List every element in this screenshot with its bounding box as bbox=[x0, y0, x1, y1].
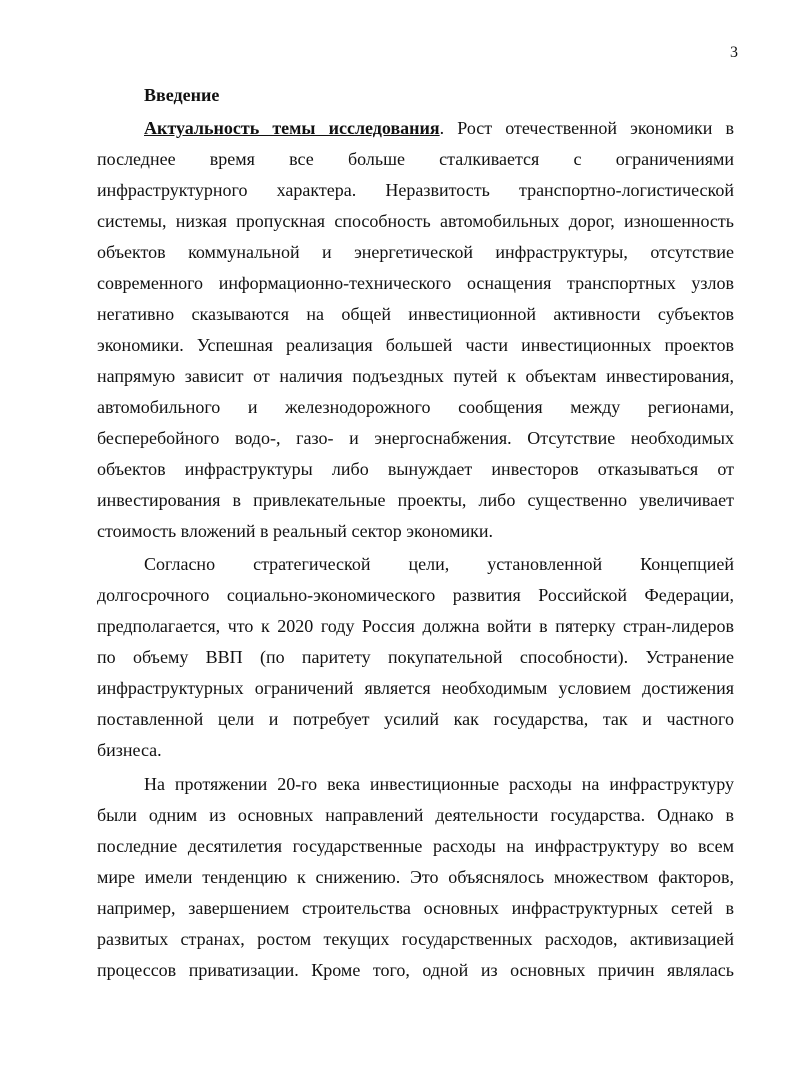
paragraph-line: негативно сказываются на общей инвестиционной активности субъектов bbox=[97, 304, 734, 324]
paragraph-line: долгосрочного социально-экономического развития Российской Федерации, bbox=[97, 585, 734, 605]
paragraph-line: На протяжении 20-го века инвестиционные расходы на инфраструктуру bbox=[144, 774, 734, 794]
page-number: 3 bbox=[730, 44, 738, 61]
paragraph-line: развитых странах, ростом текущих государственных расходов, активизацией bbox=[97, 929, 734, 949]
paragraph-line: инфраструктурных ограничений является необходимым условием достижения bbox=[97, 678, 734, 698]
paragraph-line: автомобильного и железнодорожного сообщения между регионами, bbox=[97, 397, 734, 417]
paragraph-line: напрямую зависит от наличия подъездных путей к объектам инвестирования, bbox=[97, 366, 734, 386]
paragraph-line: системы, низкая пропускная способность автомобильных дорог, изношенность bbox=[97, 211, 734, 231]
paragraph-line: процессов приватизации. Кроме того, одной из основных причин являлась bbox=[97, 960, 734, 980]
paragraph-line: современного информационно-технического оснащения транспортных узлов bbox=[97, 273, 734, 293]
paragraph-line: предполагается, что к 2020 году Россия должна войти в пятерку стран-лидеров bbox=[97, 616, 734, 636]
section-heading: Введение bbox=[144, 85, 220, 105]
paragraph-line: последние десятилетия государственные расходы на инфраструктуру во всем bbox=[97, 836, 734, 856]
paragraph-line: были одним из основных направлений деятельности государства. Однако в bbox=[97, 805, 734, 825]
paragraph-line: объектов инфраструктуры либо вынуждает инвесторов отказываться от bbox=[97, 459, 734, 479]
paragraph-line: последнее время все больше сталкивается с ограничениями bbox=[97, 149, 734, 169]
paragraph-line: стоимость вложений в реальный сектор экономики. bbox=[97, 521, 494, 541]
paragraph-line: Согласно стратегической цели, установленной Концепцией bbox=[144, 554, 734, 574]
paragraph-line: инфраструктурного характера. Неразвитость транспортно-логистической bbox=[97, 180, 734, 200]
paragraph-line: по объему ВВП (по паритету покупательной способности). Устранение bbox=[97, 647, 734, 667]
lead-term: Актуальность темы исследования bbox=[144, 118, 440, 138]
paragraph-line: объектов коммунальной и энергетической инфраструктуры, отсутствие bbox=[97, 242, 734, 262]
paragraph-line: Актуальность темы исследования. Рост отечественной экономики в bbox=[144, 118, 734, 138]
paragraph-line: бизнеса. bbox=[97, 740, 162, 760]
paragraph-line: мире имели тенденцию к снижению. Это объяснялось множеством факторов, bbox=[97, 867, 734, 887]
paragraph-line: инвестирования в привлекательные проекты, либо существенно увеличивает bbox=[97, 490, 734, 510]
paragraph-line: бесперебойного водо-, газо- и энергоснабжения. Отсутствие необходимых bbox=[97, 428, 734, 448]
paragraph-line: поставленной цели и потребует усилий как государства, так и частного bbox=[97, 709, 734, 729]
paragraph-line: экономики. Успешная реализация большей части инвестиционных проектов bbox=[97, 335, 734, 355]
paragraph-line: например, завершением строительства основных инфраструктурных сетей в bbox=[97, 898, 734, 918]
